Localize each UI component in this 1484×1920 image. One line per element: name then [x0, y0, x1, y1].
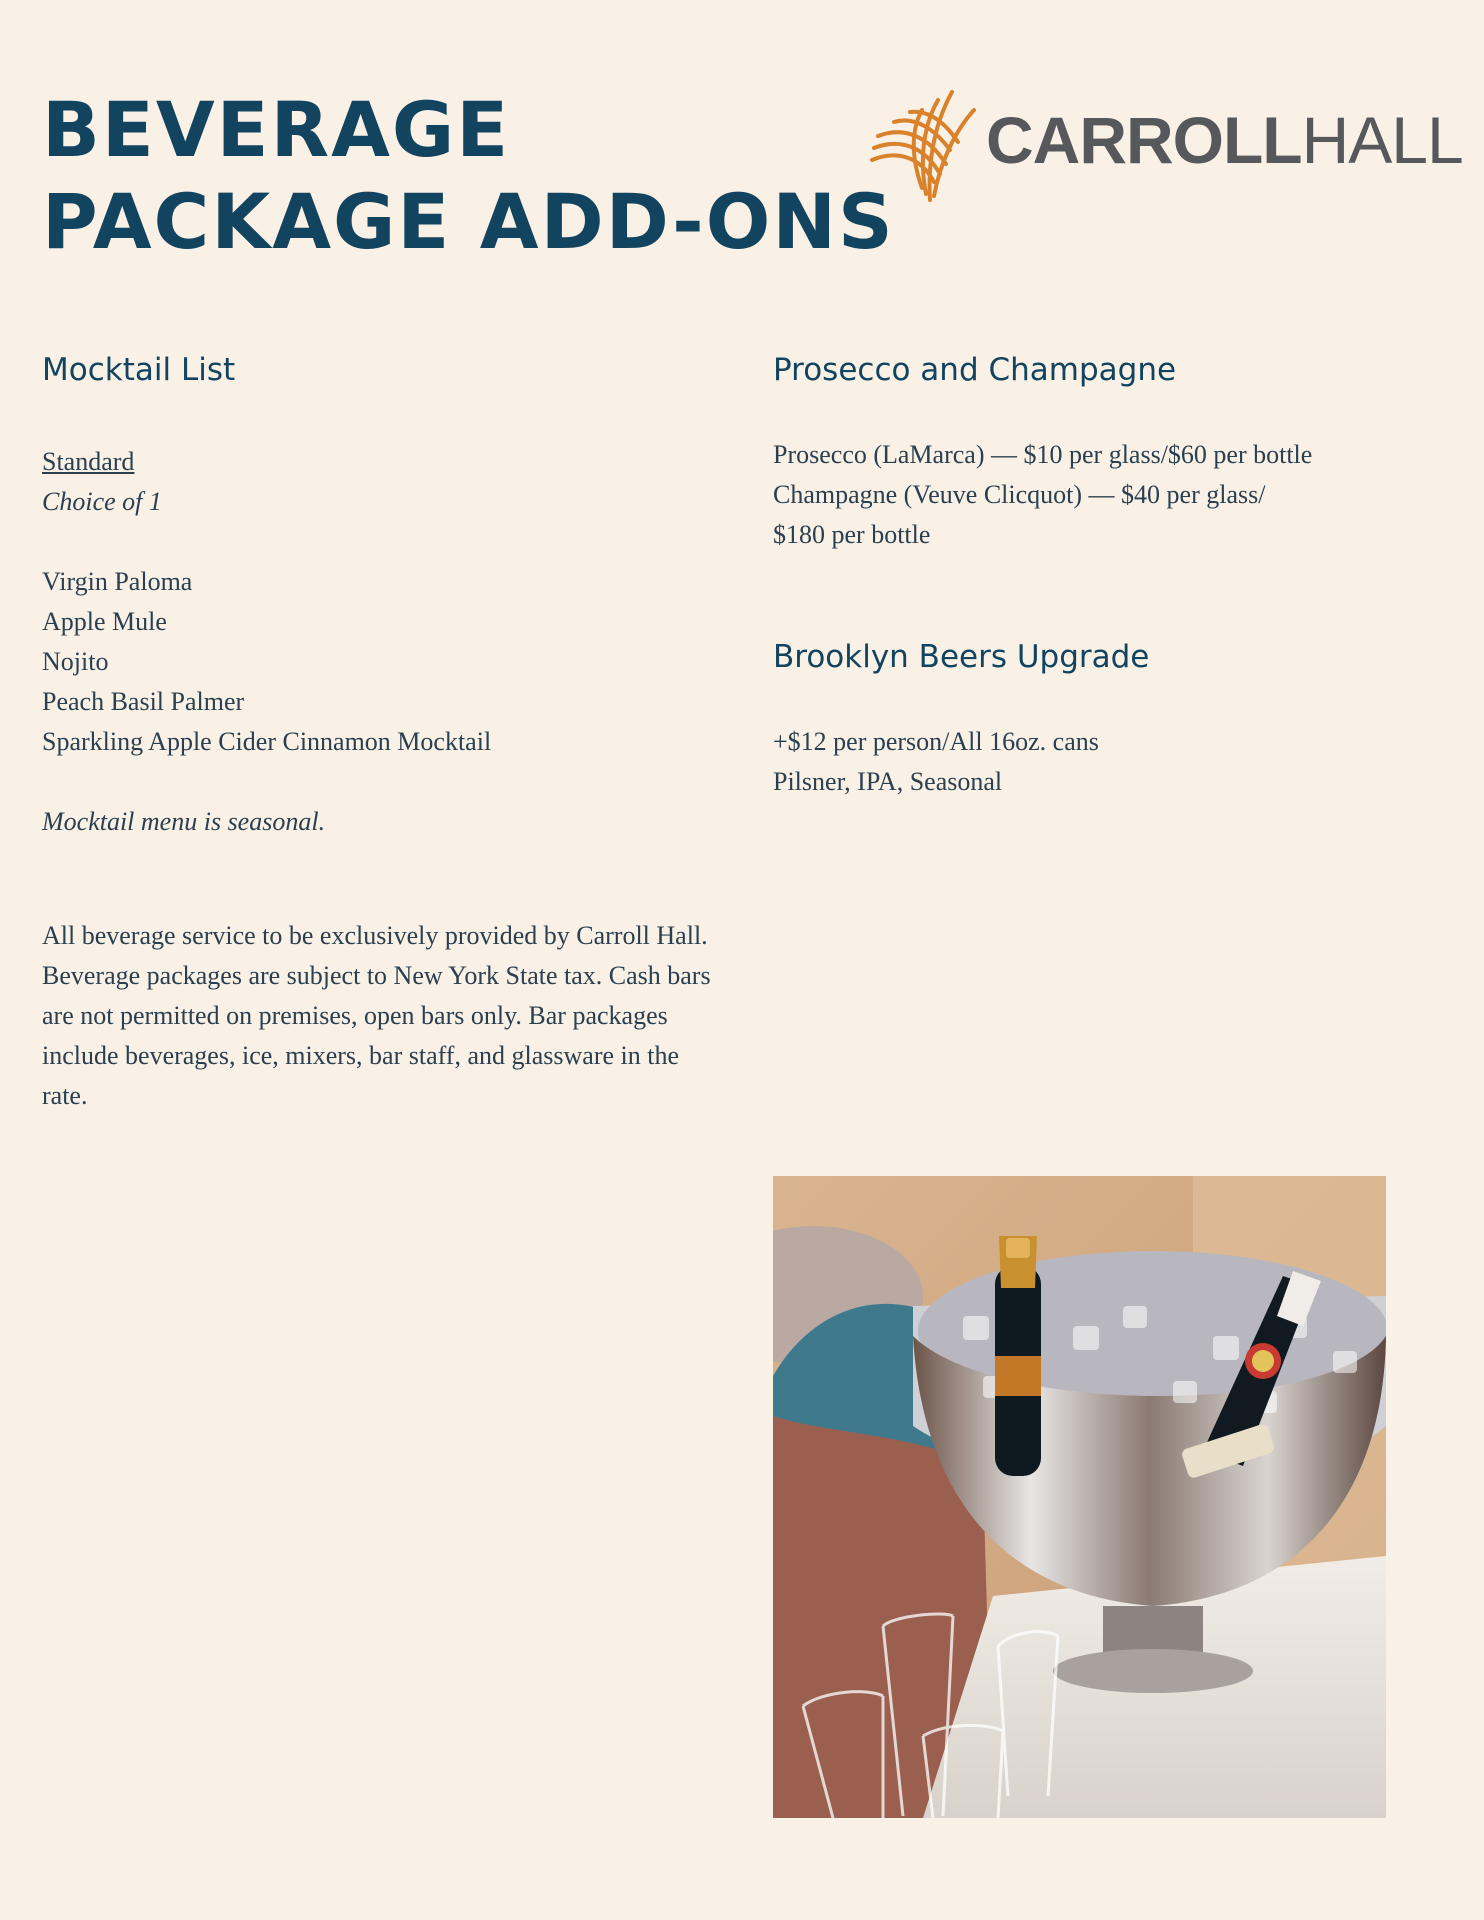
policy-paragraph: All beverage service to be exclusively provided by Carroll Hall. Beverage packages are subject to New York State tax. Cash bars are not permitted on premises, open bars only. Bar packages include beverages, ice, mixers, bar staff, and glassware in the rate.	[42, 921, 711, 1110]
prosecco-line: Prosecco (LaMarca) — $10 per glass/$60 per bottle	[773, 440, 1313, 469]
beers-details	[773, 722, 1099, 802]
mocktail-choice: Choice of 1	[42, 487, 162, 516]
champagne-line: Champagne (Veuve Clicquot) — $40 per glass/	[773, 480, 1266, 509]
beers-styles-line: Pilsner, IPA, Seasonal	[773, 767, 1003, 796]
mocktail-item: Sparkling Apple Cider Cinnamon Mocktail	[42, 727, 492, 756]
beers-price-line: +$12 per person/All 16oz. cans	[773, 727, 1099, 756]
mocktail-item: Peach Basil Palmer	[42, 687, 245, 716]
logo-text-carroll: CARROLL	[986, 103, 1302, 177]
champagne-bucket-photo	[773, 1176, 1386, 1818]
logo-text-hall: HALL	[1301, 103, 1463, 177]
champagne-bucket-image	[773, 1176, 1386, 1818]
page-title-line-2: PACKAGE ADD-ONS	[42, 177, 895, 266]
mocktail-note: Mocktail menu is seasonal.	[42, 807, 326, 836]
mocktail-tier-block	[42, 442, 162, 522]
beers-heading: Brooklyn Beers Upgrade	[773, 639, 1150, 675]
carroll-hall-logo	[870, 88, 1463, 204]
prosecco-heading: Prosecco and Champagne	[773, 352, 1177, 388]
champagne-line-cont: $180 per bottle	[773, 520, 931, 549]
prosecco-prices	[773, 435, 1312, 555]
mocktail-item: Virgin Paloma	[42, 567, 193, 596]
mocktail-list	[42, 562, 491, 762]
page-title-line-1: BEVERAGE	[42, 85, 511, 174]
wheat-icon	[870, 88, 978, 204]
mocktail-item: Nojito	[42, 647, 109, 676]
logo-wordmark	[986, 100, 1463, 180]
mocktail-tier: Standard	[42, 447, 135, 476]
page-title	[42, 84, 895, 268]
mocktail-heading: Mocktail List	[42, 352, 236, 388]
mocktail-item: Apple Mule	[42, 607, 167, 636]
